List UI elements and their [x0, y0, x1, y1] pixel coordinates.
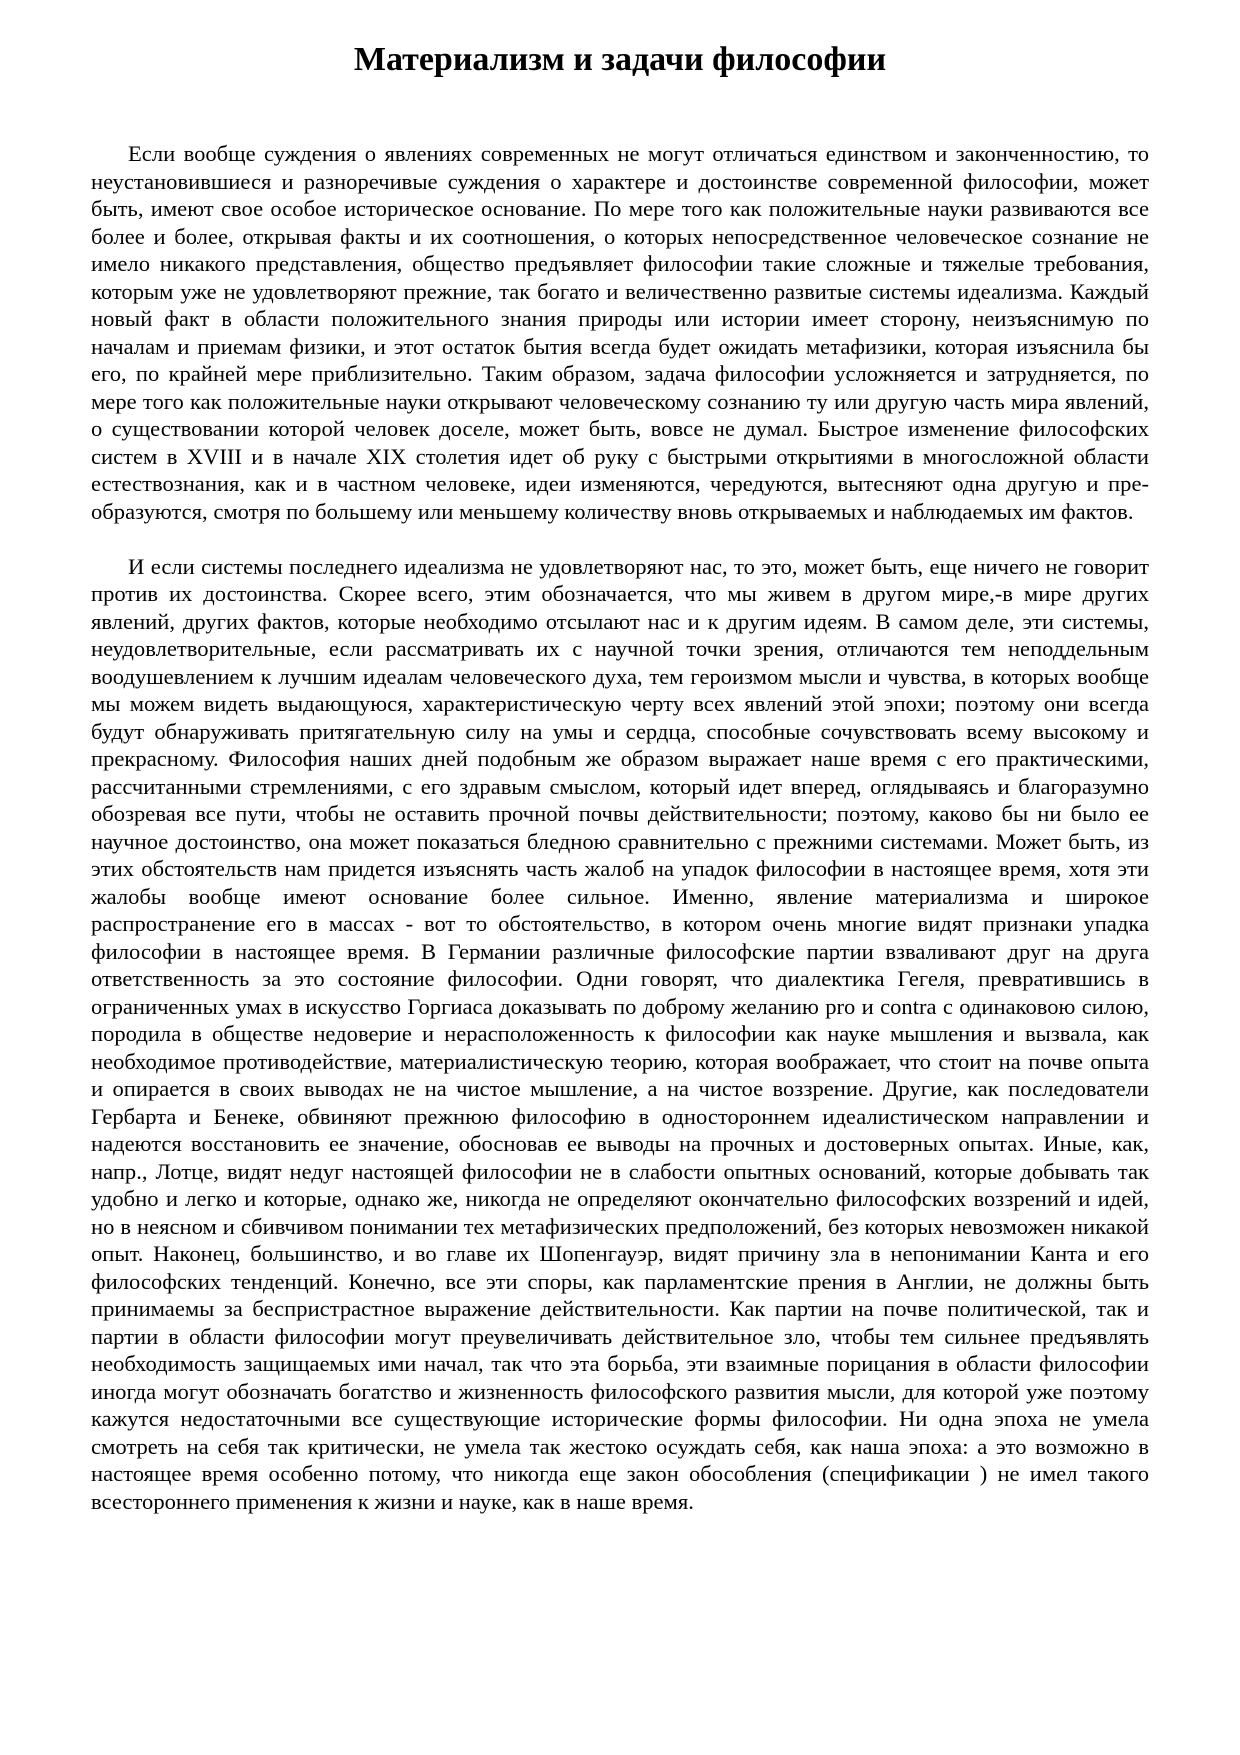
- paragraph-2: И если системы последнего идеализма не удовлетворяют нас, то это, может быть, еще ничего не говорит против их достоинства. Скорее всего, этим обозначается, что мы живем в другом мире,-в мире других явлений, других фактов, которые необходимо отсылают нас и к другим идеям. В самом деле, эти системы, неудовлетворительные, если рассматривать их с научной точки зрения, отличаются тем неподдельным воодушевлением к лучшим идеалам человеческого духа, тем героизмом мысли и чувства, в которых вообще мы можем видеть выдающуюся, характеристическую черту всех явлений этой эпохи; поэтому они всегда будут обнаруживать притягательную силу на умы и сердца, способные сочувствовать всему высокому и прекрасному. Философия наших дней подобным же образом выражает наше время с его практическими, рассчитанными стремлениями, с его здравым смыслом, который идет вперед, оглядываясь и благоразумно обозревая все пути, чтобы не оставить прочной почвы действительности; поэтому, каково бы ни было ее научное достоинство, она может показаться бледною сравнительно с прежними системами. Может быть, из этих обстоятельств нам придется изъяснять часть жалоб на упадок философии в настоящее время, хотя эти жалобы вообще имеют основание более сильное. Именно, явление материализма и широкое распространение его в массах - вот то обстоятельство, в котором очень многие видят признаки упадка философии в настоящее время. В Германии различные философские партии взваливают друг на друга ответственность за это состояние философии. Одни говорят, что диалектика Гегеля, превратившись в ограниченных умах в искусство Горгиаса доказывать по доброму желанию pro и contra с одинаковою силою, породила в обществе недоверие и нерасположенность к философии как науке мышления и вызвала, как необходимое противодействие, материалистическую теорию, которая воображает, что стоит на почве опыта и опирается в своих выводах не на чистое мышление, а на чистое воззрение. Другие, как последователи Гербарта и Бенеке, обвиняют прежнюю философию в одностороннем идеалистическом направлении и надеются восстановить ее значение, обосновав ее выводы на прочных и достоверных опытах. Иные, как, напр., Лотце, видят недуг настоящей философии не в слабости опытных оснований, которые добывать так удобно и легко и которые, однако же, никогда не определяют окончательно философских воззрений и идей, но в неясном и сбивчивом понимании тех метафизических предположений, без которых невозможен никакой опыт. Наконец, большинство, и во главе их Шопенгауэр, видят причину зла в непонимании Канта и его философских тенденций. Конечно, все эти споры, как парламентские прения в Англии, не должны быть принимаемы за беспристрастное выражение действительности. Как партии на почве политической, так и партии в области философии могут преувеличивать действительное зло, чтобы тем сильнее предъявлять необходимость защищаемых ими начал, так что эта борьба, эти взаимные порицания в области философии иногда могут обозначать богатство и жизненность философского развития мысли, для которой уже поэтому кажутся недостаточными все существующие исторические формы философии. Ни одна эпоха не умела смотреть на себя так критически, не умела так жестоко осуждать себя, как наша эпоха: а это возможно в настоящее время особенно потому, что никогда еще закон обособления (спецификации ) не имел такого всестороннего применения к жизни и науке, как в наше время.: [91, 553, 1149, 1514]
- document-body: [91, 140, 1149, 1515]
- paragraph-1: Если вообще суждения о явлениях современных не могут отличаться единством и законченностию, то неустановившиеся и разноречивые суждения о характере и достоинстве современной философии, может быть, имеют свое особое историческое основание. По мере того как положительные науки развиваются все более и более, открывая факты и их соотношения, о которых непосредственное человеческое сознание не имело никакого представления, общество предъявляет философии такие сложные и тяжелые требования, которым уже не удовлетворяют прежние, так богато и величественно развитые системы идеализма. Каждый новый факт в области положительного знания природы или истории имеет сторону, неизъяснимую по началам и приемам физики, и этот остаток бытия всегда будет ожидать метафизики, которая изъяснила бы его, по крайней мере приблизительно. Таким образом, задача философии усложняется и затрудняется, по мере того как положительные науки открывают человеческому сознанию ту или другую часть мира явлений, о существовании которой человек доселе, может быть, вовсе не думал. Быстрое изменение философских систем в XVIII и в начале XIX столетия идет об руку с быстрыми открытиями в многосложной области естествознания, как и в частном человеке, идеи изменяются, чередуются, вытесняют одна другую и пре- образуются, смотря по большему или меньшему количеству вновь открываемых и наблюдаемых им фактов.: [91, 141, 1149, 524]
- document-title: Материализм и задачи философии: [353, 41, 887, 78]
